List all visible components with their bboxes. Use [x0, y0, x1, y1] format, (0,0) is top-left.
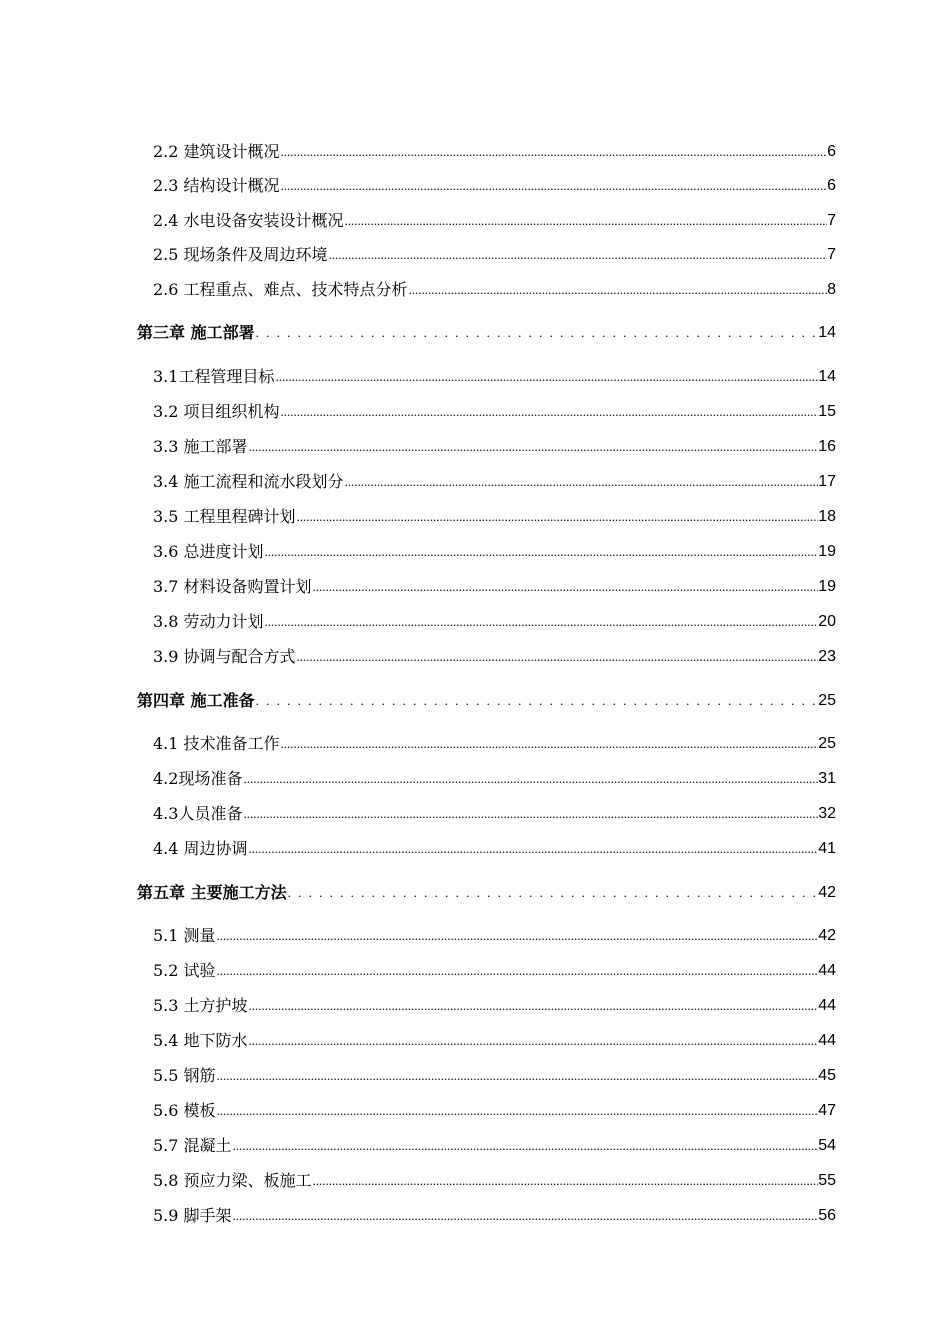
- toc-entry-label: 3.4 施工流程和流水段划分: [153, 472, 344, 491]
- toc-entry[interactable]: [153, 1027, 836, 1051]
- toc-entry-label: 3.5 工程里程碑计划: [153, 507, 296, 526]
- toc-leader: [264, 541, 819, 562]
- toc-entry-page: 25: [818, 692, 836, 709]
- toc-entry-label: 5.2 试验: [153, 961, 216, 980]
- toc-entry-page: 42: [818, 884, 836, 901]
- toc-entry-label: 5.4 地下防水: [153, 1031, 248, 1050]
- toc-entry[interactable]: [153, 503, 836, 527]
- toc-leader: [248, 995, 819, 1016]
- toc-leader: [248, 1030, 819, 1051]
- toc-entry-page: 16: [818, 438, 836, 455]
- toc-leader: [296, 506, 819, 527]
- toc-entry-page: 41: [818, 840, 836, 857]
- toc-entry[interactable]: [153, 643, 836, 667]
- toc-entry-label: 4.2现场准备: [153, 769, 243, 788]
- toc-leader: [328, 244, 828, 265]
- toc-chapter-entry[interactable]: [137, 319, 836, 343]
- toc-chapter-label: 第四章 施工准备: [137, 691, 255, 710]
- toc-entry-label: 3.7 材料设备购置计划: [153, 577, 312, 596]
- toc-entry-page: 56: [818, 1207, 836, 1224]
- toc-entry[interactable]: [153, 398, 836, 422]
- toc-entry-page: 14: [818, 368, 836, 385]
- toc-entry-page: 32: [818, 805, 836, 822]
- toc-entry[interactable]: [153, 1097, 836, 1121]
- toc-entry-label: 3.8 劳动力计划: [153, 612, 264, 631]
- toc-entry[interactable]: [153, 765, 836, 789]
- toc-entry[interactable]: [153, 538, 836, 562]
- toc-entry-label: 5.3 土方护坡: [153, 996, 248, 1015]
- toc-entry-label: 2.3 结构设计概况: [153, 176, 280, 195]
- toc-entry[interactable]: [153, 241, 836, 265]
- toc-leader: [255, 322, 819, 343]
- toc-entry-page: 20: [818, 613, 836, 630]
- toc-entry[interactable]: [153, 1202, 836, 1226]
- toc-entry[interactable]: [153, 1167, 836, 1191]
- toc-entry-page: 15: [818, 403, 836, 420]
- toc-entry-label: 3.3 施工部署: [153, 437, 248, 456]
- toc-entry-page: 18: [818, 508, 836, 525]
- toc-entry-label: 5.5 钢筋: [153, 1066, 216, 1085]
- toc-leader: [280, 141, 828, 162]
- toc-leader: [216, 1065, 819, 1086]
- toc-leader: [312, 576, 819, 597]
- toc-entry-label: 3.6 总进度计划: [153, 542, 264, 561]
- toc-entry-page: 19: [818, 543, 836, 560]
- toc-leader: [287, 882, 819, 903]
- toc-chapter-entry[interactable]: [137, 879, 836, 903]
- toc-entry-page: 47: [818, 1102, 836, 1119]
- toc-entry-page: 55: [818, 1172, 836, 1189]
- toc-leader: [296, 646, 819, 667]
- toc-leader: [280, 733, 819, 754]
- toc-entry-page: 6: [827, 177, 836, 194]
- toc-leader: [232, 1205, 819, 1226]
- toc-chapter-label: 第三章 施工部署: [137, 323, 255, 342]
- toc-entry-label: 4.3人员准备: [153, 804, 243, 823]
- toc-entry[interactable]: [153, 276, 836, 300]
- toc-entry[interactable]: [153, 207, 836, 231]
- toc-entry[interactable]: [153, 1132, 836, 1156]
- toc-entry-label: 4.4 周边协调: [153, 839, 248, 858]
- toc-leader: [264, 611, 819, 632]
- toc-chapter-entry[interactable]: [137, 687, 836, 711]
- toc-entry-label: 2.2 建筑设计概况: [153, 142, 280, 161]
- toc-entry[interactable]: [153, 363, 836, 387]
- toc-leader: [242, 768, 818, 789]
- toc-entry[interactable]: [153, 957, 836, 981]
- toc-leader: [274, 366, 818, 387]
- toc-leader: [344, 210, 828, 231]
- toc-leader: [344, 471, 819, 492]
- toc-entry-label: 4.1 技术准备工作: [153, 734, 280, 753]
- toc-entry[interactable]: [153, 800, 836, 824]
- toc-entry-page: 42: [818, 927, 836, 944]
- toc-leader: [255, 690, 819, 711]
- toc-entry-page: 31: [818, 770, 836, 787]
- toc-leader: [242, 803, 818, 824]
- toc-entry[interactable]: [153, 835, 836, 859]
- toc-entry-label: 5.1 测量: [153, 926, 216, 945]
- toc-entry-page: 45: [818, 1067, 836, 1084]
- toc-entry-label: 5.8 预应力梁、板施工: [153, 1171, 312, 1190]
- toc-leader: [216, 1100, 819, 1121]
- toc-entry-label: 3.2 项目组织机构: [153, 402, 280, 421]
- toc-entry[interactable]: [153, 1062, 836, 1086]
- toc-entry[interactable]: [153, 922, 836, 946]
- toc-leader: [232, 1135, 819, 1156]
- toc-entry-page: 7: [827, 246, 836, 263]
- toc-entry-page: 44: [818, 962, 836, 979]
- toc-leader: [248, 436, 819, 457]
- toc-entry-page: 14: [818, 324, 836, 341]
- toc-leader: [248, 838, 819, 859]
- toc-entry[interactable]: [153, 172, 836, 196]
- toc-entry-page: 17: [818, 473, 836, 490]
- toc-entry-page: 19: [818, 578, 836, 595]
- toc-entry-label: 2.6 工程重点、难点、技术特点分析: [153, 280, 408, 299]
- toc-leader: [216, 925, 819, 946]
- toc-entry-page: 44: [818, 1032, 836, 1049]
- toc-leader: [312, 1170, 819, 1191]
- toc-entry-label: 3.1工程管理目标: [153, 367, 275, 386]
- toc-entry[interactable]: [153, 730, 836, 754]
- toc-entry-page: 6: [827, 143, 836, 160]
- toc-entry-page: 54: [818, 1137, 836, 1154]
- toc-entry-label: 5.9 脚手架: [153, 1206, 232, 1225]
- toc-entry-label: 2.4 水电设备安装设计概况: [153, 211, 344, 230]
- toc-leader: [280, 175, 828, 196]
- toc-entry-page: 25: [818, 735, 836, 752]
- toc-entry-label: 5.6 模板: [153, 1101, 216, 1120]
- toc-entry[interactable]: [153, 992, 836, 1016]
- toc-entry-page: 8: [827, 281, 836, 298]
- toc-entry[interactable]: [153, 138, 836, 162]
- toc-entry-label: 2.5 现场条件及周边环境: [153, 245, 328, 264]
- toc-entry[interactable]: [153, 468, 836, 492]
- toc-leader: [408, 279, 828, 300]
- toc-chapter-label: 第五章 主要施工方法: [137, 883, 287, 902]
- toc-entry-page: 23: [818, 648, 836, 665]
- toc-entry-page: 44: [818, 997, 836, 1014]
- toc-entry[interactable]: [153, 608, 836, 632]
- toc-entry-label: 5.7 混凝土: [153, 1136, 232, 1155]
- toc-leader: [280, 401, 819, 422]
- toc-leader: [216, 960, 819, 981]
- toc-entry[interactable]: [153, 433, 836, 457]
- toc-entry-page: 7: [827, 212, 836, 229]
- toc-entry-label: 3.9 协调与配合方式: [153, 647, 296, 666]
- toc-entry[interactable]: [153, 573, 836, 597]
